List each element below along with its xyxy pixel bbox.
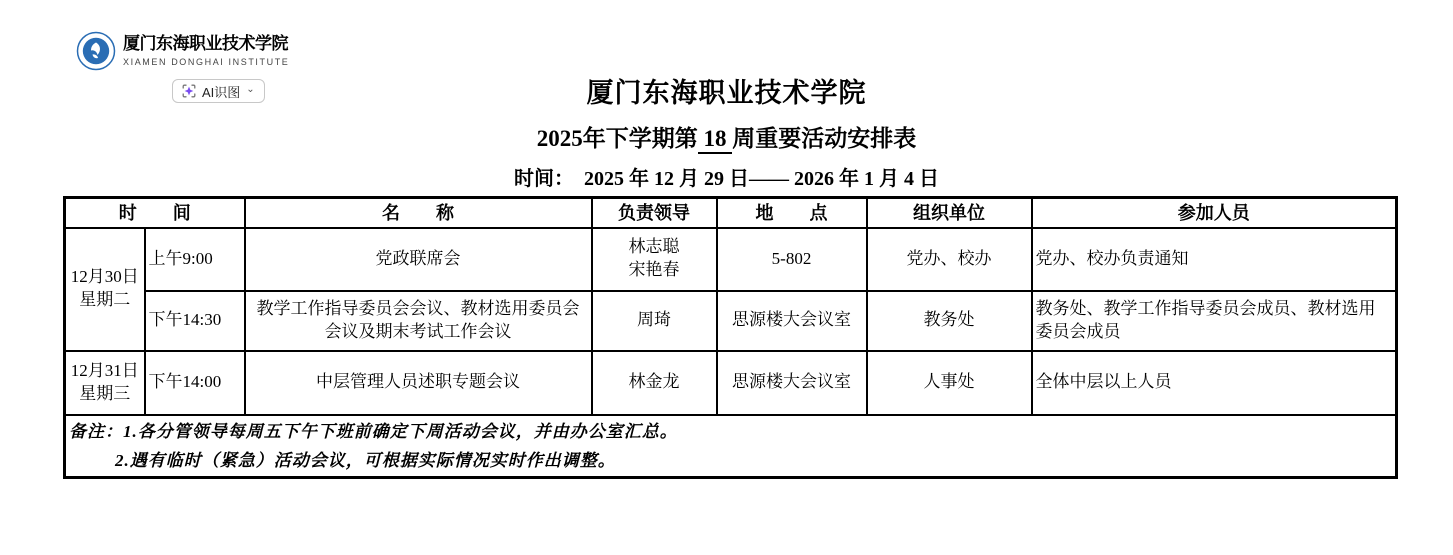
activity-name-cell: 教学工作指导委员会会议、教材选用委员会会议及期末考试工作会议	[245, 291, 592, 351]
org-cell: 党办、校办	[867, 228, 1032, 291]
col-header-time: 时 间	[65, 198, 245, 228]
org-cell: 人事处	[867, 351, 1032, 415]
col-header-place: 地 点	[717, 198, 867, 228]
leader-cell: 周琦	[592, 291, 717, 351]
schedule-table	[63, 196, 1398, 479]
time-cell: 上午9:00	[145, 228, 245, 291]
date-range-line: 时间： 2025 年 12 月 29 日—— 2026 年 1 月 4 日	[514, 168, 939, 190]
table-row	[65, 228, 1397, 291]
org-cell: 教务处	[867, 291, 1032, 351]
week-number: 18	[698, 126, 733, 154]
date-cell	[65, 351, 145, 415]
activity-name-cell: 中层管理人员述职专题会议	[245, 351, 592, 415]
table-row	[65, 351, 1397, 415]
school-name-en: XIAMEN DONGHAI INSTITUTE	[123, 56, 290, 67]
col-header-org: 组织单位	[867, 198, 1032, 228]
chevron-down-icon: ⌄	[246, 84, 255, 95]
participants-cell: 党办、校办负责通知	[1032, 228, 1397, 291]
participants-cell: 教务处、教学工作指导委员会成员、教材选用委员会成员	[1032, 291, 1397, 351]
school-brand	[76, 31, 289, 76]
leader-cell	[592, 228, 717, 291]
time-cell: 下午14:30	[145, 291, 245, 351]
place-cell: 思源楼大会议室	[717, 291, 867, 351]
col-header-name: 名 称	[245, 198, 592, 228]
place-cell: 5-802	[717, 228, 867, 291]
table-row	[65, 291, 1397, 351]
page-title: 厦门东海职业技术学院	[586, 78, 867, 108]
leader-cell: 林金龙	[592, 351, 717, 415]
weekday-text: 星期三	[79, 383, 131, 403]
note-line-1: 备注：1.各分管领导每周五下午下班前确定下周活动会议，并由办公室汇总。	[69, 421, 678, 441]
date-cell	[65, 228, 145, 351]
col-header-leader: 负责领导	[592, 198, 717, 228]
subtitle-suffix: 周重要活动安排表	[732, 126, 917, 151]
ai-button-label: AI识图	[202, 84, 241, 100]
place-cell: 思源楼大会议室	[717, 351, 867, 415]
time-cell: 下午14:00	[145, 351, 245, 415]
leader-name: 宋艳春	[628, 260, 680, 279]
table-header-row	[65, 198, 1397, 228]
date-text: 12月31日	[70, 360, 139, 380]
page-subtitle	[0, 120, 1453, 154]
weekday-text: 星期二	[79, 290, 131, 309]
notes-cell	[65, 415, 1397, 478]
school-logo-icon	[76, 31, 116, 76]
participants-cell: 全体中层以上人员	[1032, 351, 1397, 415]
note-line-2: 2.遇有临时（紧急）活动会议，可根据实际情况实时作出调整。	[115, 450, 616, 470]
col-header-participants: 参加人员	[1032, 198, 1397, 228]
school-name-cn: 厦门东海职业技术学院	[123, 34, 288, 53]
activity-name-cell: 党政联席会	[245, 228, 592, 291]
subtitle-prefix: 2025年下学期第	[536, 126, 698, 151]
leader-name: 林志聪	[628, 237, 680, 257]
date-text: 12月30日	[70, 267, 139, 287]
notes-row	[65, 415, 1397, 478]
